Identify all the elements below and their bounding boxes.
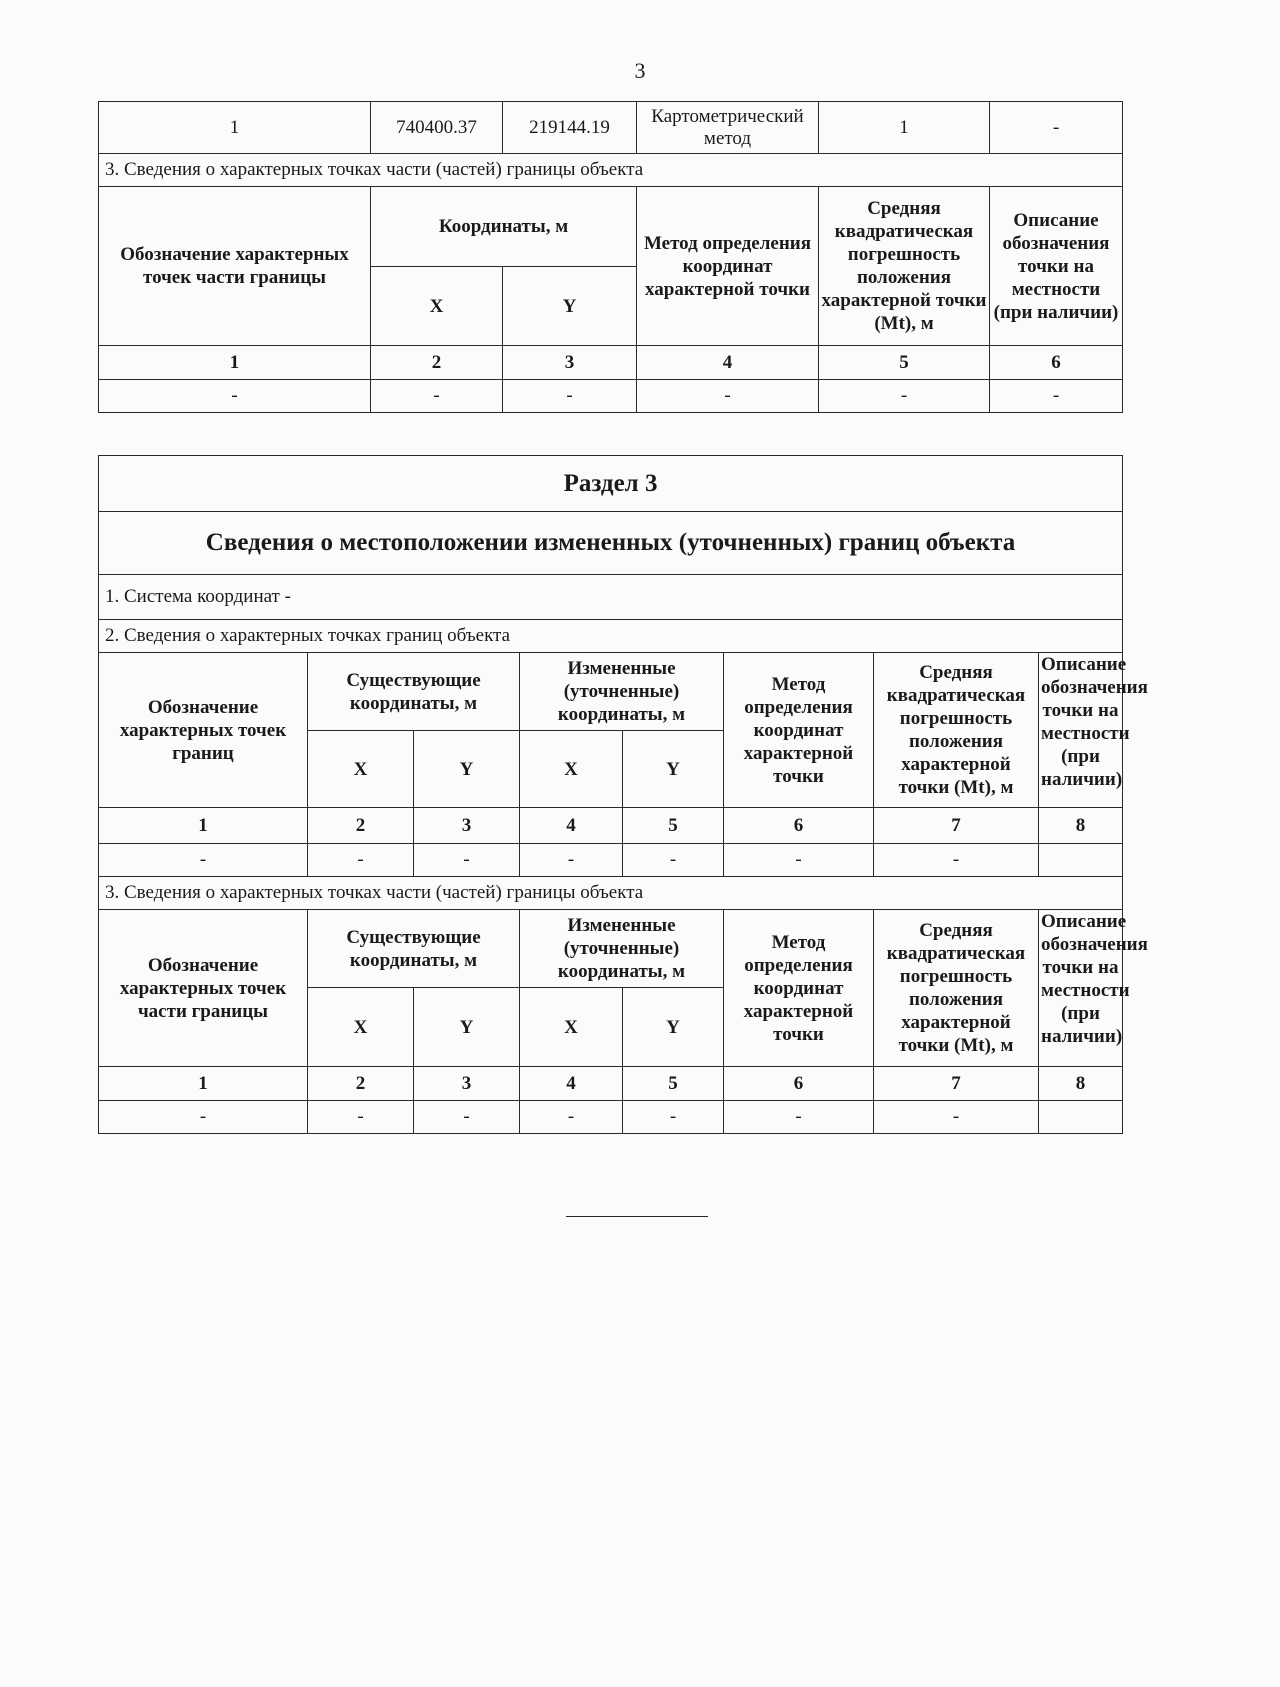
table-row <box>99 187 1123 267</box>
table-row <box>99 620 1123 653</box>
column-number: 1 <box>99 1067 308 1101</box>
empty-cell <box>1039 844 1123 877</box>
x-header: X <box>520 988 623 1067</box>
part-section-label: 3. Сведения о характерных точках части (частей) границы объекта <box>99 154 1123 187</box>
column-number: 8 <box>1039 1067 1123 1101</box>
column-number: 8 <box>1039 808 1123 844</box>
empty-cell: - <box>623 844 724 877</box>
description-header-text: Описание обозначения точки на местности (при наличии) <box>1041 654 1148 790</box>
points-section-label: 2. Сведения о характерных точках границ объекта <box>99 620 1123 653</box>
table-row <box>99 456 1123 512</box>
empty-cell: - <box>874 844 1039 877</box>
empty-cell: - <box>308 1101 414 1134</box>
existing-coords-header: Существующие координаты, м <box>308 910 520 988</box>
method-header: Метод определения координат характерной точки <box>724 910 874 1067</box>
empty-cell: - <box>520 1101 623 1134</box>
empty-cell: - <box>503 380 637 413</box>
column-number: 3 <box>414 808 520 844</box>
column-number: 4 <box>520 1067 623 1101</box>
end-of-document-line <box>566 1216 708 1217</box>
empty-cell: - <box>819 380 990 413</box>
table-row <box>99 512 1123 575</box>
empty-cell: - <box>637 380 819 413</box>
error-header: Средняя квадратическая погрешность положения характерной точки (Mt), м <box>819 187 990 346</box>
y-header: Y <box>503 267 637 346</box>
point-header: Обозначение характерных точек части границы <box>99 910 308 1067</box>
point-header: Обозначение характерных точек части границы <box>99 187 371 346</box>
column-number: 5 <box>623 1067 724 1101</box>
empty-cell <box>1039 1101 1123 1134</box>
column-number: 2 <box>308 1067 414 1101</box>
empty-cell: - <box>99 844 308 877</box>
error-header: Средняя квадратическая погрешность положения характерной точки (Mt), м <box>874 910 1039 1067</box>
empty-cell: - <box>520 844 623 877</box>
empty-cell: - <box>308 844 414 877</box>
column-number: 3 <box>414 1067 520 1101</box>
coords-header: Координаты, м <box>371 187 637 267</box>
table-row <box>99 346 1123 380</box>
y-header: Y <box>623 988 724 1067</box>
column-number: 2 <box>371 346 503 380</box>
column-number: 7 <box>874 1067 1039 1101</box>
method-header: Метод определения координат характерной точки <box>724 653 874 808</box>
existing-coords-header: Существующие координаты, м <box>308 653 520 731</box>
coordinate-system: 1. Система координат - <box>99 575 1123 620</box>
empty-cell: - <box>990 380 1123 413</box>
column-number: 2 <box>308 808 414 844</box>
column-number: 1 <box>99 346 371 380</box>
description-header-text: Описание обозначения точки на местности (при наличии) <box>1041 911 1148 1047</box>
column-number: 1 <box>99 808 308 844</box>
changed-coords-header: Измененные (уточненные) координаты, м <box>520 910 724 988</box>
column-number: 5 <box>819 346 990 380</box>
method-header: Метод определения координат характерной точки <box>637 187 819 346</box>
x-cell: 740400.37 <box>371 102 503 154</box>
table-row <box>99 1101 1123 1134</box>
column-number: 4 <box>520 808 623 844</box>
table-row <box>99 877 1123 910</box>
section3-table <box>98 455 1148 1134</box>
y-cell: 219144.19 <box>503 102 637 154</box>
table-row <box>99 575 1123 620</box>
column-number: 5 <box>623 808 724 844</box>
empty-cell: - <box>414 1101 520 1134</box>
page-number: 3 <box>634 58 646 83</box>
error-header: Средняя квадратическая погрешность положения характерной точки (Mt), м <box>874 653 1039 808</box>
table-row <box>99 808 1123 844</box>
table-row <box>99 844 1123 877</box>
error-cell: 1 <box>819 102 990 154</box>
empty-cell: - <box>724 844 874 877</box>
column-number: 6 <box>990 346 1123 380</box>
table-row <box>99 910 1123 988</box>
description-header <box>1039 910 1148 1067</box>
boundary-part-table <box>98 101 1123 413</box>
table-row <box>99 154 1123 187</box>
column-number: 6 <box>724 1067 874 1101</box>
table-row <box>99 102 1123 154</box>
table-row <box>99 1067 1123 1101</box>
table-row <box>99 380 1123 413</box>
empty-cell: - <box>99 1101 308 1134</box>
empty-cell: - <box>724 1101 874 1134</box>
part-section-label: 3. Сведения о характерных точках части (частей) границы объекта <box>99 877 1123 910</box>
description-header: Описание обозначения точки на местности (при наличии) <box>990 187 1123 346</box>
changed-coords-header: Измененные (уточненные) координаты, м <box>520 653 724 731</box>
point-header: Обозначение характерных точек границ <box>99 653 308 808</box>
empty-cell: - <box>99 380 371 413</box>
description-header <box>1039 653 1148 808</box>
empty-cell: - <box>623 1101 724 1134</box>
x-header: X <box>308 731 414 808</box>
description-cell: - <box>990 102 1123 154</box>
x-header: X <box>308 988 414 1067</box>
section-subtitle: Сведения о местоположении измененных (уточненных) границ объекта <box>99 512 1123 575</box>
column-number: 3 <box>503 346 637 380</box>
section-title: Раздел 3 <box>99 456 1123 512</box>
x-header: X <box>371 267 503 346</box>
table-row <box>99 653 1123 731</box>
point-cell: 1 <box>99 102 371 154</box>
y-header: Y <box>623 731 724 808</box>
empty-cell: - <box>414 844 520 877</box>
y-header: Y <box>414 731 520 808</box>
empty-cell: - <box>371 380 503 413</box>
column-number: 4 <box>637 346 819 380</box>
column-number: 6 <box>724 808 874 844</box>
y-header: Y <box>414 988 520 1067</box>
method-cell: Картометрический метод <box>637 102 819 154</box>
empty-cell: - <box>874 1101 1039 1134</box>
x-header: X <box>520 731 623 808</box>
column-number: 7 <box>874 808 1039 844</box>
